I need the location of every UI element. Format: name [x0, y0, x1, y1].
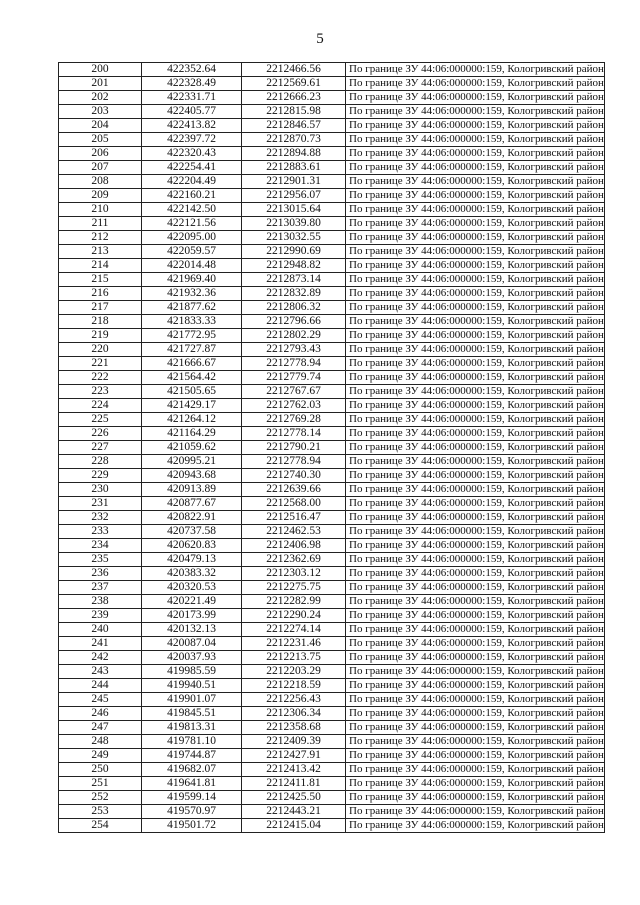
table-row	[59, 175, 605, 189]
point-number-cell: 252	[59, 791, 142, 805]
y-coordinate-cell: 2213015.64	[242, 203, 346, 217]
x-coordinate-cell: 420221.49	[142, 595, 242, 609]
y-coordinate-cell: 2212815.98	[242, 105, 346, 119]
point-number-cell: 228	[59, 455, 142, 469]
table-row	[59, 77, 605, 91]
y-coordinate-cell: 2212901.31	[242, 175, 346, 189]
point-number-cell: 210	[59, 203, 142, 217]
x-coordinate-cell: 420037.93	[142, 651, 242, 665]
x-coordinate-cell: 421264.12	[142, 413, 242, 427]
y-coordinate-cell: 2212767.67	[242, 385, 346, 399]
x-coordinate-cell: 419813.31	[142, 721, 242, 735]
point-number-cell: 216	[59, 287, 142, 301]
y-coordinate-cell: 2212411.81	[242, 777, 346, 791]
boundary-description-cell: По границе ЗУ 44:06:000000:159, Кологривский район	[346, 693, 605, 707]
boundary-description-cell: По границе ЗУ 44:06:000000:159, Кологривский район	[346, 77, 605, 91]
boundary-description-cell: По границе ЗУ 44:06:000000:159, Кологривский район	[346, 175, 605, 189]
boundary-description-cell: По границе ЗУ 44:06:000000:159, Кологривский район	[346, 777, 605, 791]
point-number-cell: 219	[59, 329, 142, 343]
table-row	[59, 371, 605, 385]
table-row	[59, 301, 605, 315]
point-number-cell: 232	[59, 511, 142, 525]
table-row	[59, 147, 605, 161]
table-row	[59, 623, 605, 637]
y-coordinate-cell: 2212762.03	[242, 399, 346, 413]
point-number-cell: 239	[59, 609, 142, 623]
table-row	[59, 203, 605, 217]
x-coordinate-cell: 422331.71	[142, 91, 242, 105]
table-row	[59, 133, 605, 147]
table-row	[59, 721, 605, 735]
boundary-description-cell: По границе ЗУ 44:06:000000:159, Кологривский район	[346, 455, 605, 469]
x-coordinate-cell: 421772.95	[142, 329, 242, 343]
y-coordinate-cell: 2212425.50	[242, 791, 346, 805]
x-coordinate-cell: 422397.72	[142, 133, 242, 147]
table-row	[59, 679, 605, 693]
coordinates-table-body	[59, 63, 605, 833]
y-coordinate-cell: 2212846.57	[242, 119, 346, 133]
table-row	[59, 427, 605, 441]
table-row	[59, 259, 605, 273]
x-coordinate-cell: 420383.32	[142, 567, 242, 581]
point-number-cell: 213	[59, 245, 142, 259]
x-coordinate-cell: 420132.13	[142, 623, 242, 637]
point-number-cell: 238	[59, 595, 142, 609]
y-coordinate-cell: 2212778.94	[242, 357, 346, 371]
x-coordinate-cell: 422254.41	[142, 161, 242, 175]
y-coordinate-cell: 2212832.89	[242, 287, 346, 301]
y-coordinate-cell: 2212990.69	[242, 245, 346, 259]
table-row	[59, 217, 605, 231]
point-number-cell: 214	[59, 259, 142, 273]
table-row	[59, 329, 605, 343]
y-coordinate-cell: 2212362.69	[242, 553, 346, 567]
point-number-cell: 223	[59, 385, 142, 399]
point-number-cell: 253	[59, 805, 142, 819]
x-coordinate-cell: 420173.99	[142, 609, 242, 623]
x-coordinate-cell: 421833.33	[142, 315, 242, 329]
point-number-cell: 254	[59, 819, 142, 833]
y-coordinate-cell: 2212796.66	[242, 315, 346, 329]
x-coordinate-cell: 421666.67	[142, 357, 242, 371]
y-coordinate-cell: 2212443.21	[242, 805, 346, 819]
boundary-description-cell: По границе ЗУ 44:06:000000:159, Кологривский район	[346, 161, 605, 175]
x-coordinate-cell: 421932.36	[142, 287, 242, 301]
boundary-description-cell: По границе ЗУ 44:06:000000:159, Кологривский район	[346, 217, 605, 231]
table-row	[59, 637, 605, 651]
x-coordinate-cell: 422204.49	[142, 175, 242, 189]
boundary-description-cell: По границе ЗУ 44:06:000000:159, Кологривский район	[346, 651, 605, 665]
table-row	[59, 665, 605, 679]
point-number-cell: 224	[59, 399, 142, 413]
point-number-cell: 246	[59, 707, 142, 721]
x-coordinate-cell: 419501.72	[142, 819, 242, 833]
x-coordinate-cell: 419985.59	[142, 665, 242, 679]
point-number-cell: 218	[59, 315, 142, 329]
y-coordinate-cell: 2212870.73	[242, 133, 346, 147]
y-coordinate-cell: 2212413.42	[242, 763, 346, 777]
y-coordinate-cell: 2212290.24	[242, 609, 346, 623]
point-number-cell: 245	[59, 693, 142, 707]
table-row	[59, 161, 605, 175]
table-row	[59, 511, 605, 525]
table-row	[59, 595, 605, 609]
y-coordinate-cell: 2212956.07	[242, 189, 346, 203]
table-row	[59, 651, 605, 665]
y-coordinate-cell: 2212802.29	[242, 329, 346, 343]
boundary-description-cell: По границе ЗУ 44:06:000000:159, Кологривский район	[346, 749, 605, 763]
x-coordinate-cell: 420479.13	[142, 553, 242, 567]
x-coordinate-cell: 420913.89	[142, 483, 242, 497]
x-coordinate-cell: 420943.68	[142, 469, 242, 483]
point-number-cell: 226	[59, 427, 142, 441]
y-coordinate-cell: 2212806.32	[242, 301, 346, 315]
table-row	[59, 357, 605, 371]
table-row	[59, 609, 605, 623]
x-coordinate-cell: 420620.83	[142, 539, 242, 553]
table-row	[59, 763, 605, 777]
x-coordinate-cell: 421059.62	[142, 441, 242, 455]
y-coordinate-cell: 2212203.29	[242, 665, 346, 679]
boundary-description-cell: По границе ЗУ 44:06:000000:159, Кологривский район	[346, 483, 605, 497]
point-number-cell: 235	[59, 553, 142, 567]
point-number-cell: 250	[59, 763, 142, 777]
x-coordinate-cell: 419641.81	[142, 777, 242, 791]
x-coordinate-cell: 422014.48	[142, 259, 242, 273]
boundary-description-cell: По границе ЗУ 44:06:000000:159, Кологривский район	[346, 245, 605, 259]
point-number-cell: 208	[59, 175, 142, 189]
y-coordinate-cell: 2212639.66	[242, 483, 346, 497]
x-coordinate-cell: 422405.77	[142, 105, 242, 119]
boundary-description-cell: По границе ЗУ 44:06:000000:159, Кологривский район	[346, 525, 605, 539]
y-coordinate-cell: 2212306.34	[242, 707, 346, 721]
x-coordinate-cell: 420320.53	[142, 581, 242, 595]
x-coordinate-cell: 421564.42	[142, 371, 242, 385]
x-coordinate-cell: 419901.07	[142, 693, 242, 707]
x-coordinate-cell: 421164.29	[142, 427, 242, 441]
point-number-cell: 242	[59, 651, 142, 665]
boundary-description-cell: По границе ЗУ 44:06:000000:159, Кологривский район	[346, 469, 605, 483]
point-number-cell: 206	[59, 147, 142, 161]
boundary-description-cell: По границе ЗУ 44:06:000000:159, Кологривский район	[346, 567, 605, 581]
x-coordinate-cell: 420877.67	[142, 497, 242, 511]
y-coordinate-cell: 2213039.80	[242, 217, 346, 231]
x-coordinate-cell: 421727.87	[142, 343, 242, 357]
point-number-cell: 234	[59, 539, 142, 553]
table-row	[59, 819, 605, 833]
x-coordinate-cell: 422328.49	[142, 77, 242, 91]
boundary-description-cell: По границе ЗУ 44:06:000000:159, Кологривский район	[346, 105, 605, 119]
x-coordinate-cell: 421969.40	[142, 273, 242, 287]
boundary-description-cell: По границе ЗУ 44:06:000000:159, Кологривский район	[346, 595, 605, 609]
table-row	[59, 455, 605, 469]
coordinates-table	[58, 62, 605, 833]
x-coordinate-cell: 419940.51	[142, 679, 242, 693]
point-number-cell: 207	[59, 161, 142, 175]
boundary-description-cell: По границе ЗУ 44:06:000000:159, Кологривский район	[346, 413, 605, 427]
point-number-cell: 217	[59, 301, 142, 315]
x-coordinate-cell: 419682.07	[142, 763, 242, 777]
point-number-cell: 221	[59, 357, 142, 371]
x-coordinate-cell: 422160.21	[142, 189, 242, 203]
boundary-description-cell: По границе ЗУ 44:06:000000:159, Кологривский район	[346, 763, 605, 777]
point-number-cell: 222	[59, 371, 142, 385]
boundary-description-cell: По границе ЗУ 44:06:000000:159, Кологривский район	[346, 427, 605, 441]
point-number-cell: 212	[59, 231, 142, 245]
y-coordinate-cell: 2212409.39	[242, 735, 346, 749]
y-coordinate-cell: 2212778.14	[242, 427, 346, 441]
x-coordinate-cell: 419845.51	[142, 707, 242, 721]
y-coordinate-cell: 2212740.30	[242, 469, 346, 483]
boundary-description-cell: По границе ЗУ 44:06:000000:159, Кологривский район	[346, 399, 605, 413]
boundary-description-cell: По границе ЗУ 44:06:000000:159, Кологривский район	[346, 189, 605, 203]
table-row	[59, 483, 605, 497]
point-number-cell: 231	[59, 497, 142, 511]
y-coordinate-cell: 2212568.00	[242, 497, 346, 511]
point-number-cell: 201	[59, 77, 142, 91]
x-coordinate-cell: 421877.62	[142, 301, 242, 315]
table-row	[59, 315, 605, 329]
x-coordinate-cell: 422121.56	[142, 217, 242, 231]
table-row	[59, 385, 605, 399]
point-number-cell: 205	[59, 133, 142, 147]
x-coordinate-cell: 422059.57	[142, 245, 242, 259]
y-coordinate-cell: 2212231.46	[242, 637, 346, 651]
boundary-description-cell: По границе ЗУ 44:06:000000:159, Кологривский район	[346, 609, 605, 623]
y-coordinate-cell: 2212256.43	[242, 693, 346, 707]
table-row	[59, 581, 605, 595]
table-row	[59, 245, 605, 259]
x-coordinate-cell: 419570.97	[142, 805, 242, 819]
table-row	[59, 707, 605, 721]
y-coordinate-cell: 2212790.21	[242, 441, 346, 455]
table-row	[59, 105, 605, 119]
boundary-description-cell: По границе ЗУ 44:06:000000:159, Кологривский район	[346, 91, 605, 105]
boundary-description-cell: По границе ЗУ 44:06:000000:159, Кологривский район	[346, 791, 605, 805]
table-row	[59, 469, 605, 483]
table-row	[59, 525, 605, 539]
y-coordinate-cell: 2212894.88	[242, 147, 346, 161]
y-coordinate-cell: 2212218.59	[242, 679, 346, 693]
boundary-description-cell: По границе ЗУ 44:06:000000:159, Кологривский район	[346, 623, 605, 637]
y-coordinate-cell: 2212793.43	[242, 343, 346, 357]
table-row	[59, 413, 605, 427]
boundary-description-cell: По границе ЗУ 44:06:000000:159, Кологривский район	[346, 119, 605, 133]
page-number: 5	[316, 31, 324, 47]
point-number-cell: 244	[59, 679, 142, 693]
table-row	[59, 399, 605, 413]
boundary-description-cell: По границе ЗУ 44:06:000000:159, Кологривский район	[346, 553, 605, 567]
boundary-description-cell: По границе ЗУ 44:06:000000:159, Кологривский район	[346, 385, 605, 399]
boundary-description-cell: По границе ЗУ 44:06:000000:159, Кологривский район	[346, 133, 605, 147]
point-number-cell: 220	[59, 343, 142, 357]
point-number-cell: 237	[59, 581, 142, 595]
x-coordinate-cell: 422142.50	[142, 203, 242, 217]
x-coordinate-cell: 420822.91	[142, 511, 242, 525]
table-row	[59, 119, 605, 133]
boundary-description-cell: По границе ЗУ 44:06:000000:159, Кологривский район	[346, 511, 605, 525]
boundary-description-cell: По границе ЗУ 44:06:000000:159, Кологривский район	[346, 315, 605, 329]
boundary-description-cell: По границе ЗУ 44:06:000000:159, Кологривский район	[346, 329, 605, 343]
table-row	[59, 497, 605, 511]
table-row	[59, 441, 605, 455]
boundary-description-cell: По границе ЗУ 44:06:000000:159, Кологривский район	[346, 287, 605, 301]
table-row	[59, 777, 605, 791]
y-coordinate-cell: 2212282.99	[242, 595, 346, 609]
x-coordinate-cell: 422320.43	[142, 147, 242, 161]
y-coordinate-cell: 2212666.23	[242, 91, 346, 105]
boundary-description-cell: По границе ЗУ 44:06:000000:159, Кологривский район	[346, 371, 605, 385]
boundary-description-cell: По границе ЗУ 44:06:000000:159, Кологривский район	[346, 497, 605, 511]
table-row	[59, 91, 605, 105]
boundary-description-cell: По границе ЗУ 44:06:000000:159, Кологривский район	[346, 343, 605, 357]
point-number-cell: 240	[59, 623, 142, 637]
x-coordinate-cell: 422352.64	[142, 63, 242, 77]
y-coordinate-cell: 2212213.75	[242, 651, 346, 665]
x-coordinate-cell: 419781.10	[142, 735, 242, 749]
y-coordinate-cell: 2212516.47	[242, 511, 346, 525]
x-coordinate-cell: 420995.21	[142, 455, 242, 469]
boundary-description-cell: По границе ЗУ 44:06:000000:159, Кологривский район	[346, 259, 605, 273]
table-row	[59, 287, 605, 301]
x-coordinate-cell: 421429.17	[142, 399, 242, 413]
point-number-cell: 204	[59, 119, 142, 133]
point-number-cell: 248	[59, 735, 142, 749]
point-number-cell: 247	[59, 721, 142, 735]
boundary-description-cell: По границе ЗУ 44:06:000000:159, Кологривский район	[346, 637, 605, 651]
table-row	[59, 693, 605, 707]
y-coordinate-cell: 2212427.91	[242, 749, 346, 763]
table-row	[59, 231, 605, 245]
x-coordinate-cell: 421505.65	[142, 385, 242, 399]
point-number-cell: 241	[59, 637, 142, 651]
boundary-description-cell: По границе ЗУ 44:06:000000:159, Кологривский район	[346, 301, 605, 315]
boundary-description-cell: По границе ЗУ 44:06:000000:159, Кологривский район	[346, 357, 605, 371]
boundary-description-cell: По границе ЗУ 44:06:000000:159, Кологривский район	[346, 63, 605, 77]
boundary-description-cell: По границе ЗУ 44:06:000000:159, Кологривский район	[346, 581, 605, 595]
x-coordinate-cell: 419599.14	[142, 791, 242, 805]
x-coordinate-cell: 420737.58	[142, 525, 242, 539]
point-number-cell: 209	[59, 189, 142, 203]
table-row	[59, 63, 605, 77]
y-coordinate-cell: 2212569.61	[242, 77, 346, 91]
boundary-description-cell: По границе ЗУ 44:06:000000:159, Кологривский район	[346, 231, 605, 245]
point-number-cell: 200	[59, 63, 142, 77]
point-number-cell: 230	[59, 483, 142, 497]
point-number-cell: 203	[59, 105, 142, 119]
y-coordinate-cell: 2212779.74	[242, 371, 346, 385]
y-coordinate-cell: 2212415.04	[242, 819, 346, 833]
table-row	[59, 567, 605, 581]
boundary-description-cell: По границе ЗУ 44:06:000000:159, Кологривский район	[346, 679, 605, 693]
y-coordinate-cell: 2212462.53	[242, 525, 346, 539]
boundary-description-cell: По границе ЗУ 44:06:000000:159, Кологривский район	[346, 805, 605, 819]
point-number-cell: 202	[59, 91, 142, 105]
y-coordinate-cell: 2212358.68	[242, 721, 346, 735]
table-row	[59, 189, 605, 203]
table-row	[59, 749, 605, 763]
table-row	[59, 805, 605, 819]
point-number-cell: 229	[59, 469, 142, 483]
x-coordinate-cell: 422413.82	[142, 119, 242, 133]
table-row	[59, 735, 605, 749]
boundary-description-cell: По границе ЗУ 44:06:000000:159, Кологривский район	[346, 665, 605, 679]
point-number-cell: 249	[59, 749, 142, 763]
boundary-description-cell: По границе ЗУ 44:06:000000:159, Кологривский район	[346, 273, 605, 287]
boundary-description-cell: По границе ЗУ 44:06:000000:159, Кологривский район	[346, 539, 605, 553]
point-number-cell: 233	[59, 525, 142, 539]
table-row	[59, 273, 605, 287]
point-number-cell: 236	[59, 567, 142, 581]
y-coordinate-cell: 2212769.28	[242, 413, 346, 427]
point-number-cell: 225	[59, 413, 142, 427]
y-coordinate-cell: 2212274.14	[242, 623, 346, 637]
y-coordinate-cell: 2212948.82	[242, 259, 346, 273]
y-coordinate-cell: 2212406.98	[242, 539, 346, 553]
boundary-description-cell: По границе ЗУ 44:06:000000:159, Кологривский район	[346, 147, 605, 161]
boundary-description-cell: По границе ЗУ 44:06:000000:159, Кологривский район	[346, 441, 605, 455]
x-coordinate-cell: 420087.04	[142, 637, 242, 651]
boundary-description-cell: По границе ЗУ 44:06:000000:159, Кологривский район	[346, 707, 605, 721]
y-coordinate-cell: 2213032.55	[242, 231, 346, 245]
y-coordinate-cell: 2212303.12	[242, 567, 346, 581]
point-number-cell: 227	[59, 441, 142, 455]
boundary-description-cell: По границе ЗУ 44:06:000000:159, Кологривский район	[346, 721, 605, 735]
y-coordinate-cell: 2212466.56	[242, 63, 346, 77]
point-number-cell: 251	[59, 777, 142, 791]
y-coordinate-cell: 2212883.61	[242, 161, 346, 175]
boundary-description-cell: По границе ЗУ 44:06:000000:159, Кологривский район	[346, 735, 605, 749]
boundary-description-cell: По границе ЗУ 44:06:000000:159, Кологривский район	[346, 203, 605, 217]
table-row	[59, 553, 605, 567]
point-number-cell: 215	[59, 273, 142, 287]
table-row	[59, 539, 605, 553]
table-row	[59, 343, 605, 357]
y-coordinate-cell: 2212873.14	[242, 273, 346, 287]
x-coordinate-cell: 422095.00	[142, 231, 242, 245]
boundary-description-cell: По границе ЗУ 44:06:000000:159, Кологривский район	[346, 819, 605, 833]
point-number-cell: 243	[59, 665, 142, 679]
table-row	[59, 791, 605, 805]
y-coordinate-cell: 2212778.94	[242, 455, 346, 469]
point-number-cell: 211	[59, 217, 142, 231]
x-coordinate-cell: 419744.87	[142, 749, 242, 763]
y-coordinate-cell: 2212275.75	[242, 581, 346, 595]
